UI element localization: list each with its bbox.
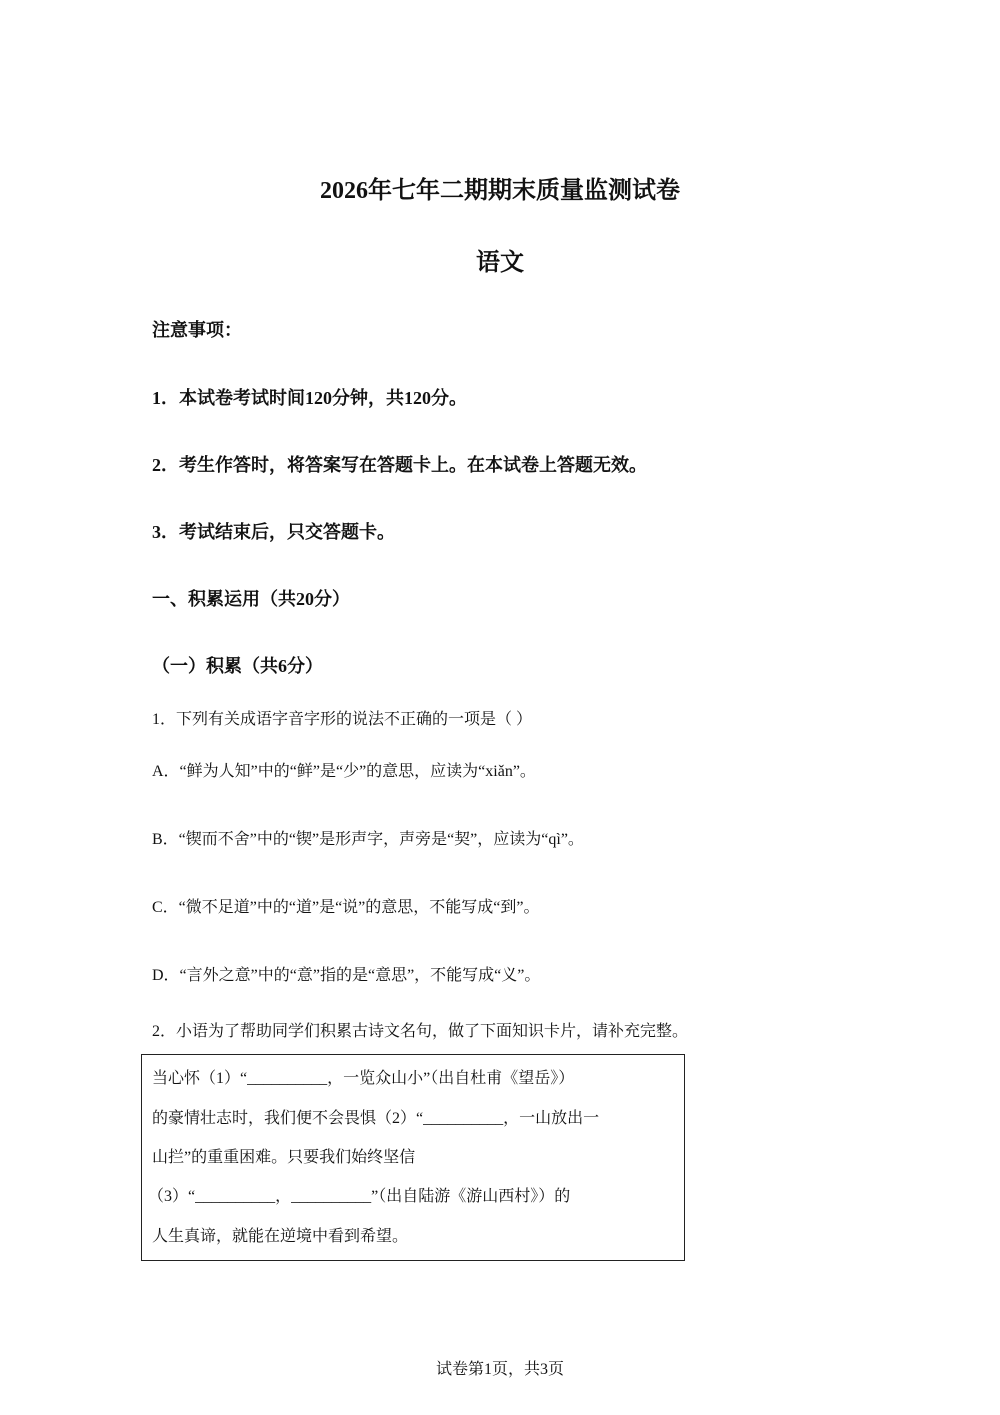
question-1-stem: 1．下列有关成语字音字形的说法不正确的一项是（ ） bbox=[152, 711, 533, 728]
notice-heading: 注意事项： bbox=[152, 320, 242, 340]
notice-item-2: 2．考生作答时，将答案写在答题卡上。在本试卷上答题无效。 bbox=[152, 455, 647, 475]
notice-item-1: 1．本试卷考试时间120分钟，共120分。 bbox=[152, 388, 467, 408]
subject-title: 语文 bbox=[476, 250, 524, 276]
card-line-1: 当心怀（1）“__________，一览众山小”（出自杜甫《望岳》） bbox=[152, 1070, 575, 1087]
exam-title: 2026年七年二期期末质量监测试卷 bbox=[320, 178, 680, 204]
notice-item-3: 3．考试结束后，只交答题卡。 bbox=[152, 522, 395, 542]
card-line-5: 人生真谛，就能在逆境中看到希望。 bbox=[152, 1228, 409, 1245]
card-line-2: 的豪情壮志时，我们便不会畏惧（2）“__________，一山放出一 bbox=[152, 1110, 600, 1127]
question-1-option-b: B．“锲而不舍”中的“锲”是形声字，声旁是“契”，应读为“qì”。 bbox=[152, 831, 584, 848]
page-footer: 试卷第1页，共3页 bbox=[435, 1361, 564, 1378]
section-heading: 一、积累运用（共20分） bbox=[152, 589, 350, 609]
sub-section-heading: （一）积累（共6分） bbox=[152, 656, 323, 676]
card-line-3: 山拦”的重重困难。只要我们始终坚信 bbox=[152, 1149, 416, 1166]
card-line-4: （3）“__________，__________”（出自陆游《游山西村》）的 bbox=[148, 1188, 571, 1205]
question-1-option-d: D．“言外之意”中的“意”指的是“意思”，不能写成“义”。 bbox=[152, 967, 541, 984]
knowledge-card bbox=[141, 1054, 685, 1261]
question-2-stem: 2．小语为了帮助同学们积累古诗文名句，做了下面知识卡片，请补充完整。 bbox=[152, 1023, 689, 1040]
question-1-option-c: C．“微不足道”中的“道”是“说”的意思，不能写成“到”。 bbox=[152, 899, 540, 916]
question-1-option-a: A．“鲜为人知”中的“鲜”是“少”的意思，应读为“xiǎn”。 bbox=[152, 763, 536, 780]
